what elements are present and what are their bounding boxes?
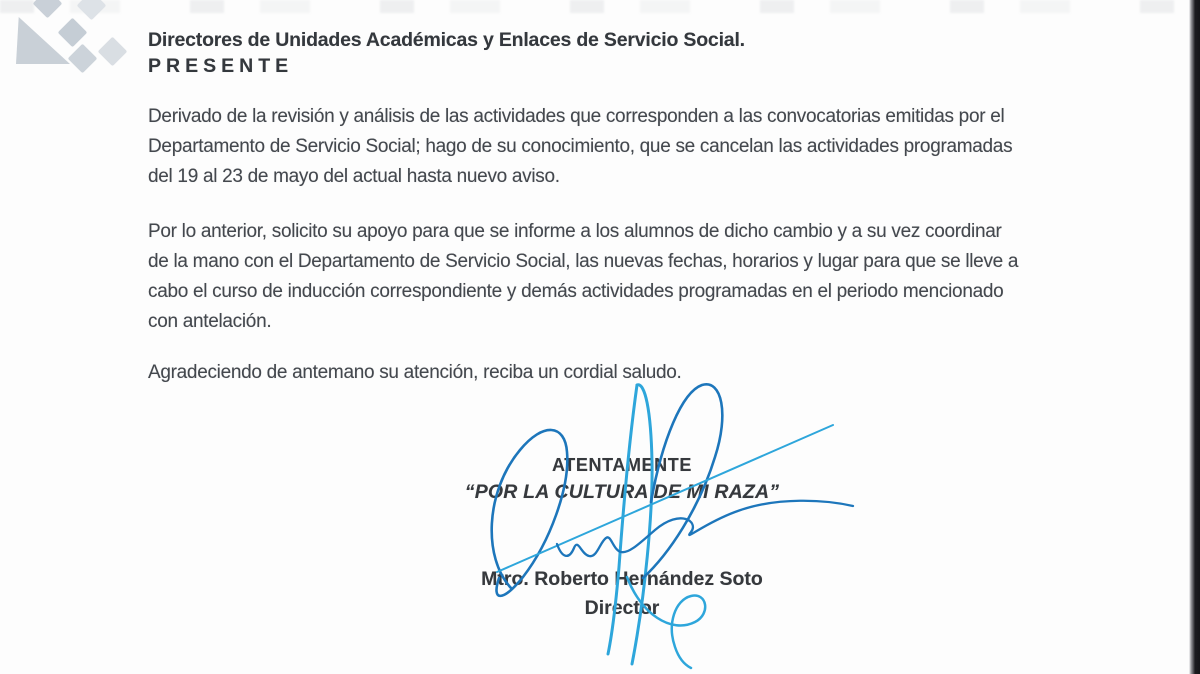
paragraph-2 (148, 217, 1018, 337)
logo-diamond (68, 44, 98, 74)
logo-diamond (33, 0, 63, 18)
presente-line: PRESENTE (148, 55, 294, 77)
motto: “POR LA CULTURA DE MI RAZA” (464, 481, 780, 503)
scan-noise-strip (0, 0, 1200, 13)
diamond-pattern-logo-icon (4, 0, 140, 80)
signatory-name: Mtro. Roberto Hernández Soto (481, 568, 763, 590)
paragraph-line: del 19 al 23 de mayo del actual hasta nuevo aviso. (148, 166, 560, 187)
scan-edge-bar (1189, 0, 1200, 674)
paragraph-line: Departamento de Servicio Social; hago de su conocimiento, que se cancelan las actividades programadas (148, 136, 1013, 157)
paragraph-line: de la mano con el Departamento de Servicio Social, las nuevas fechas, horarios y lugar para que se lleve a (148, 251, 1019, 272)
logo-triangle (16, 17, 70, 64)
paragraph-line: cabo el curso de inducción correspondiente y demás actividades programadas en el periodo mencionado (148, 281, 1004, 302)
paragraph-line: Derivado de la revisión y análisis de las actividades que corresponden a las convocatorias emitidas por el (148, 106, 1005, 127)
salutation: ATENTAMENTE (552, 455, 692, 475)
signature (455, 372, 855, 672)
logo-diamond (77, 0, 107, 20)
paragraph-line: Agradeciendo de antemano su atención, reciba un cordial saludo. (148, 362, 682, 383)
paragraph-line: con antelación. (148, 311, 272, 332)
paragraph-1 (148, 102, 1012, 192)
logo-diamond (58, 18, 88, 48)
logo-diamond (98, 37, 128, 67)
signatory-title: Director (584, 597, 660, 619)
recipient-line: Directores de Unidades Académicas y Enlaces de Servicio Social. (148, 29, 745, 51)
paragraph-line: Por lo anterior, solicito su apoyo para que se informe a los alumnos de dicho cambio y a su vez coordinar (148, 221, 1002, 242)
